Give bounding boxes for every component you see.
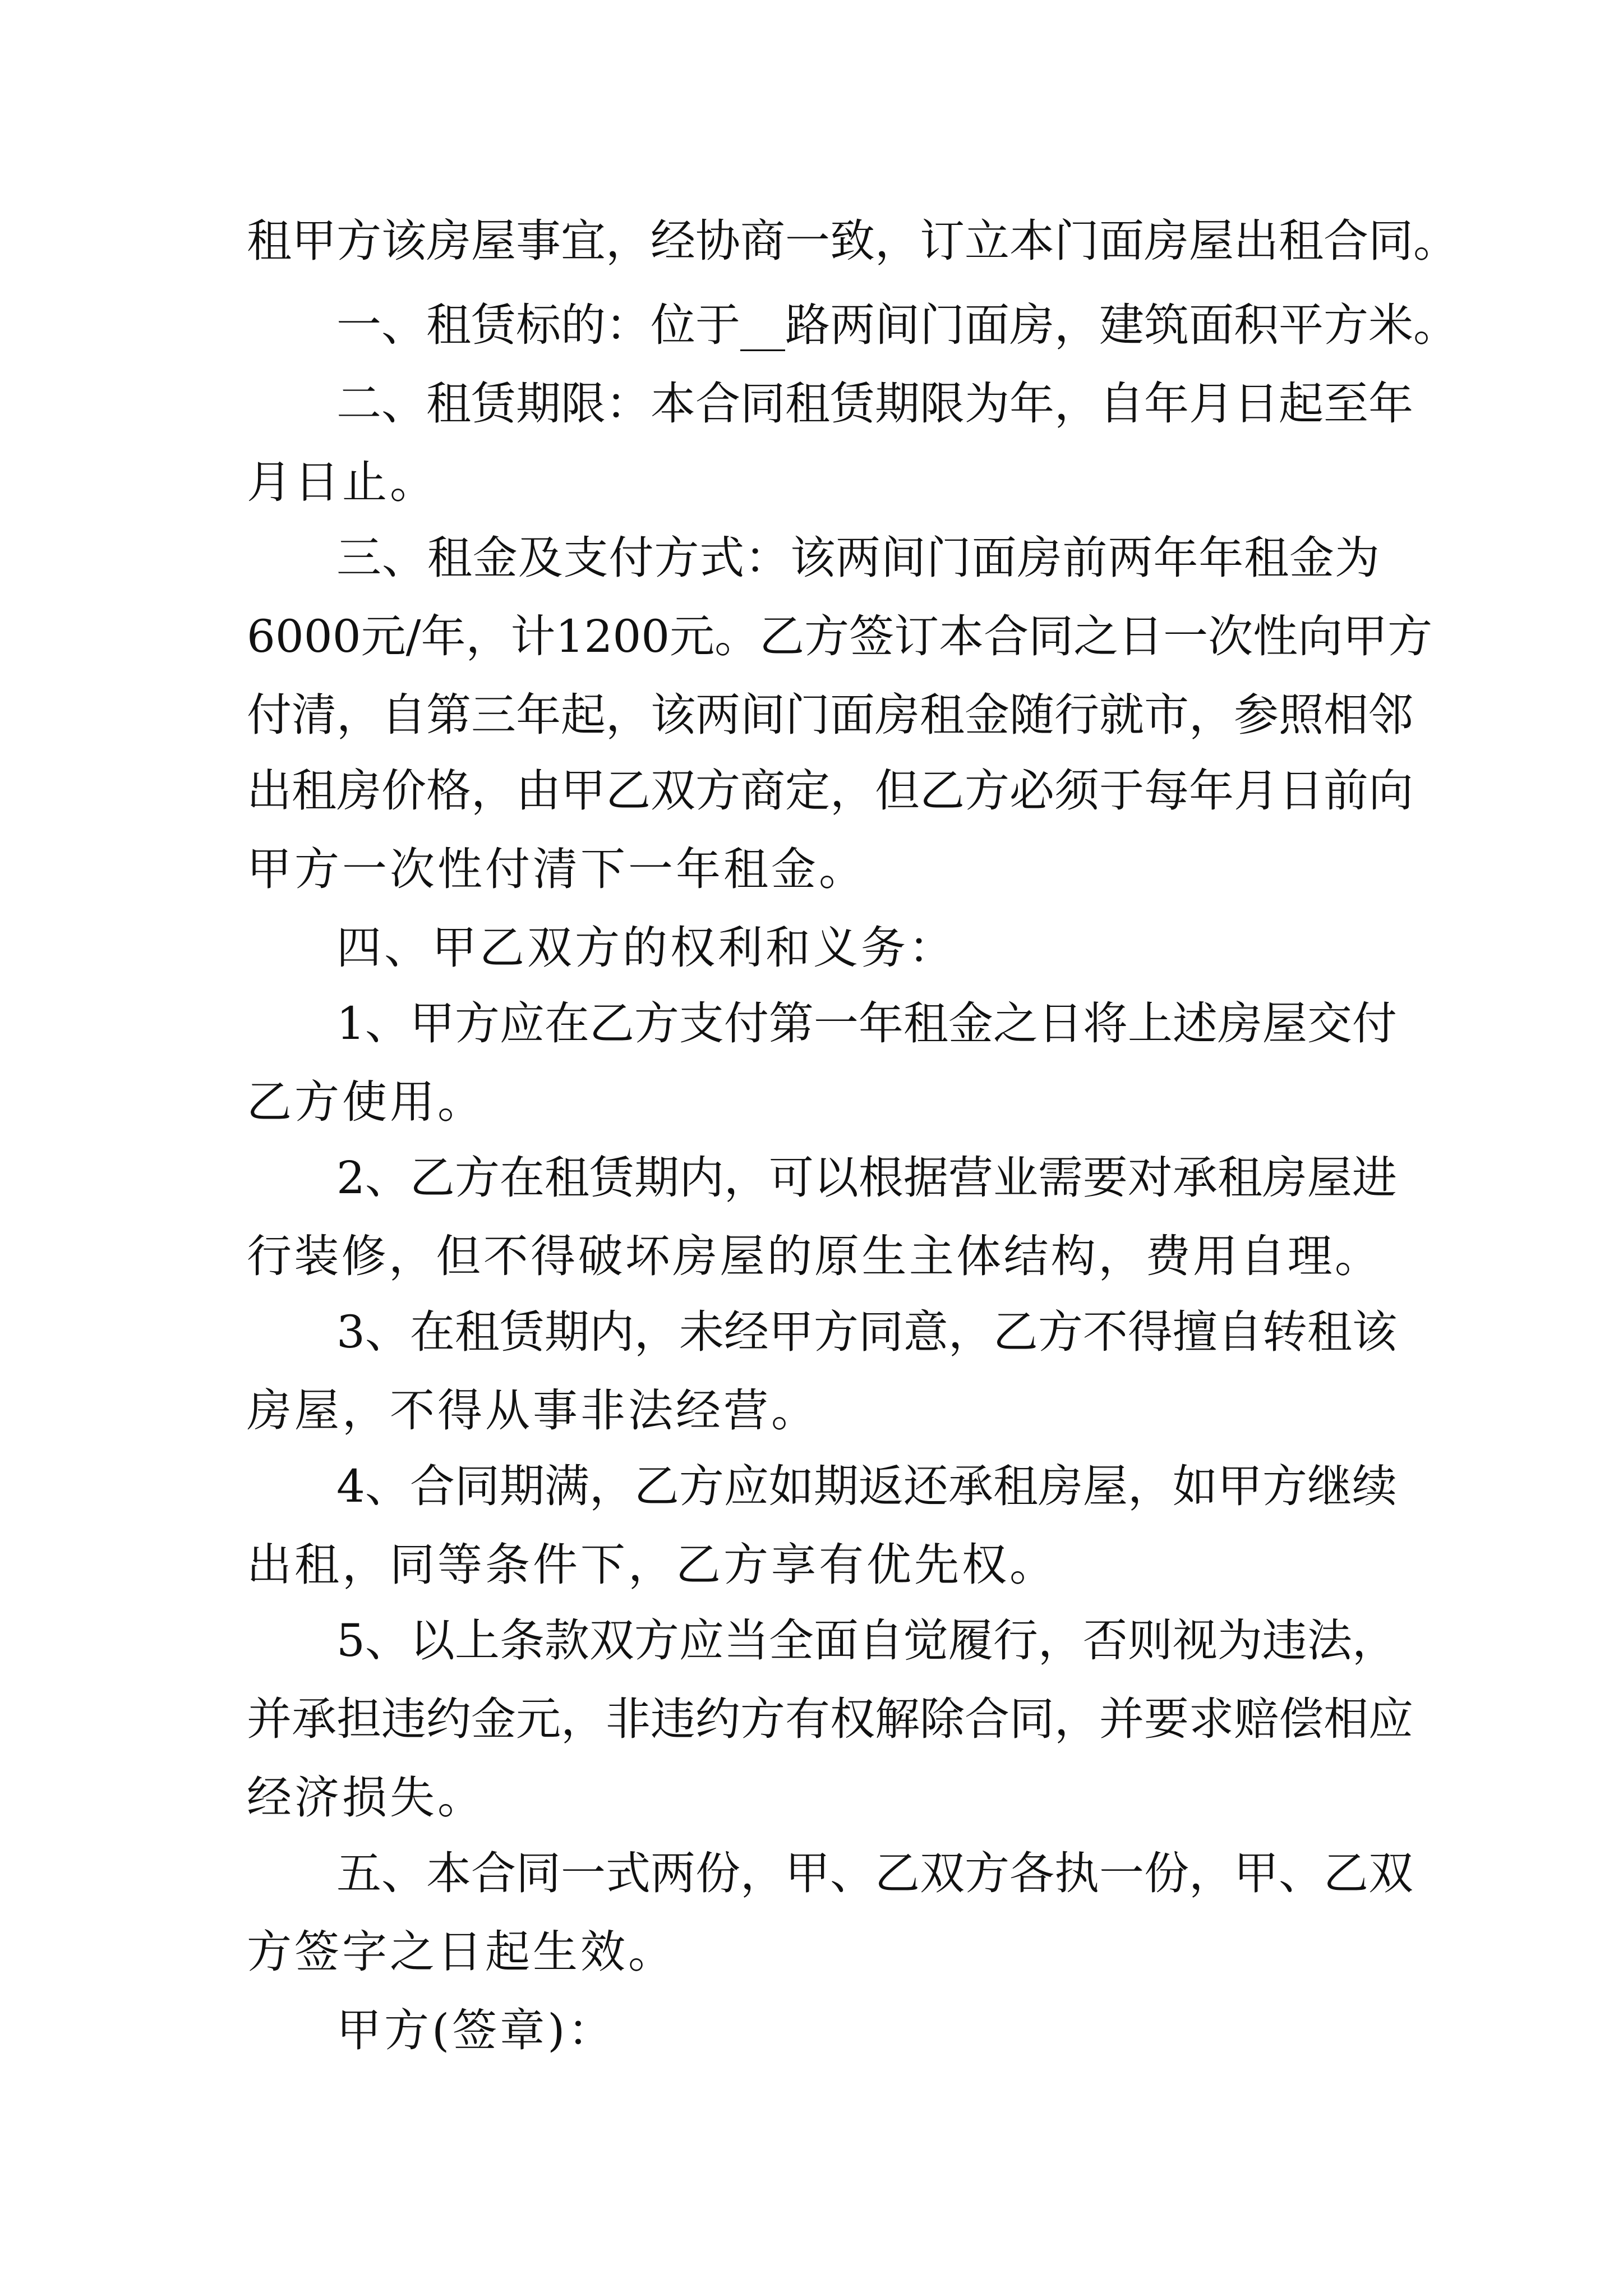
paragraph-line: 甲方(签章)： xyxy=(336,2004,616,2056)
paragraph-line: 月日止。 xyxy=(247,456,437,508)
paragraph-line: 四、甲乙双方的权利和义务： xyxy=(336,922,956,974)
paragraph-line: 6000 元 / 年 ， 计 1200 元 。 乙 方 签 订 本 合 同 之 日 一 次 性 向 甲 方 xyxy=(247,610,1433,662)
paragraph-line: 2 、 乙 方 在 租 赁 期 内 ， 可 以 根 据 营 业 需 要 对 承 租 房 屋 进 xyxy=(336,1152,1397,1204)
paragraph-line: 乙方使用。 xyxy=(247,1076,485,1128)
paragraph-line: 租 甲 方 该 房 屋 事 宜 ， 经 协 商 一 致 ， 订 立 本 门 面 房 屋 出 租 合 同 。 xyxy=(247,215,1458,267)
paragraph-line: 经济损失。 xyxy=(247,1772,485,1824)
paragraph-line: 行 装 修 ， 但 不 得 破 坏 房 屋 的 原 生 主 体 结 构 ， 费 用 自 理 。 xyxy=(247,1230,1380,1282)
paragraph-line: 出 租 房 价 格 ， 由 甲 乙 双 方 商 定 ， 但 乙 方 必 须 于 每 年 月 日 前 向 xyxy=(247,765,1413,817)
paragraph-line: 1 、 甲 方 应 在 乙 方 支 付 第 一 年 租 金 之 日 将 上 述 房 屋 交 付 xyxy=(336,997,1397,1050)
paragraph-line: 一 、 租 赁 标 的 ： 位 于 __ 路 两 间 门 面 房 ， 建 筑 面 积 平 方 米 。 xyxy=(336,299,1458,351)
paragraph-line: 房屋，不得从事非法经营。 xyxy=(247,1384,819,1437)
paragraph-line: 方签字之日起生效。 xyxy=(247,1926,676,1978)
paragraph-line: 二 、 租 赁 期 限 ： 本 合 同 租 赁 期 限 为 年 ， 自 年 月 日 起 至 年 xyxy=(336,378,1413,430)
paragraph-line: 出租，同等条件下，乙方享有优先权。 xyxy=(247,1539,1057,1591)
paragraph-line: 并 承 担 违 约 金 元 ， 非 违 约 方 有 权 解 除 合 同 ， 并 要 求 赔 偿 相 应 xyxy=(247,1693,1413,1745)
paragraph-line: 五 、 本 合 同 一 式 两 份 ， 甲 、 乙 双 方 各 执 一 份 ， 甲 、 乙 双 xyxy=(336,1847,1413,1899)
paragraph-line: 付 清 ， 自 第 三 年 起 ， 该 两 间 门 面 房 租 金 随 行 就 市 ， 参 照 相 邻 xyxy=(247,689,1413,741)
paragraph-line: 3 、 在 租 赁 期 内 ， 未 经 甲 方 同 意 ， 乙 方 不 得 擅 自 转 租 该 xyxy=(336,1306,1397,1358)
paragraph-line: 三 、 租 金 及 支 付 方 式 ： 该 两 间 门 面 房 前 两 年 年 租 金 为 xyxy=(336,532,1380,584)
paragraph-line: 5 、 以 上 条 款 双 方 应 当 全 面 自 觉 履 行 ， 否 则 视 为 违 法 ， xyxy=(336,1614,1397,1667)
paragraph-line: 4 、 合 同 期 满 ， 乙 方 应 如 期 返 还 承 租 房 屋 ， 如 甲 方 继 续 xyxy=(336,1460,1397,1512)
paragraph-line: 甲方一次性付清下一年租金。 xyxy=(247,843,866,895)
